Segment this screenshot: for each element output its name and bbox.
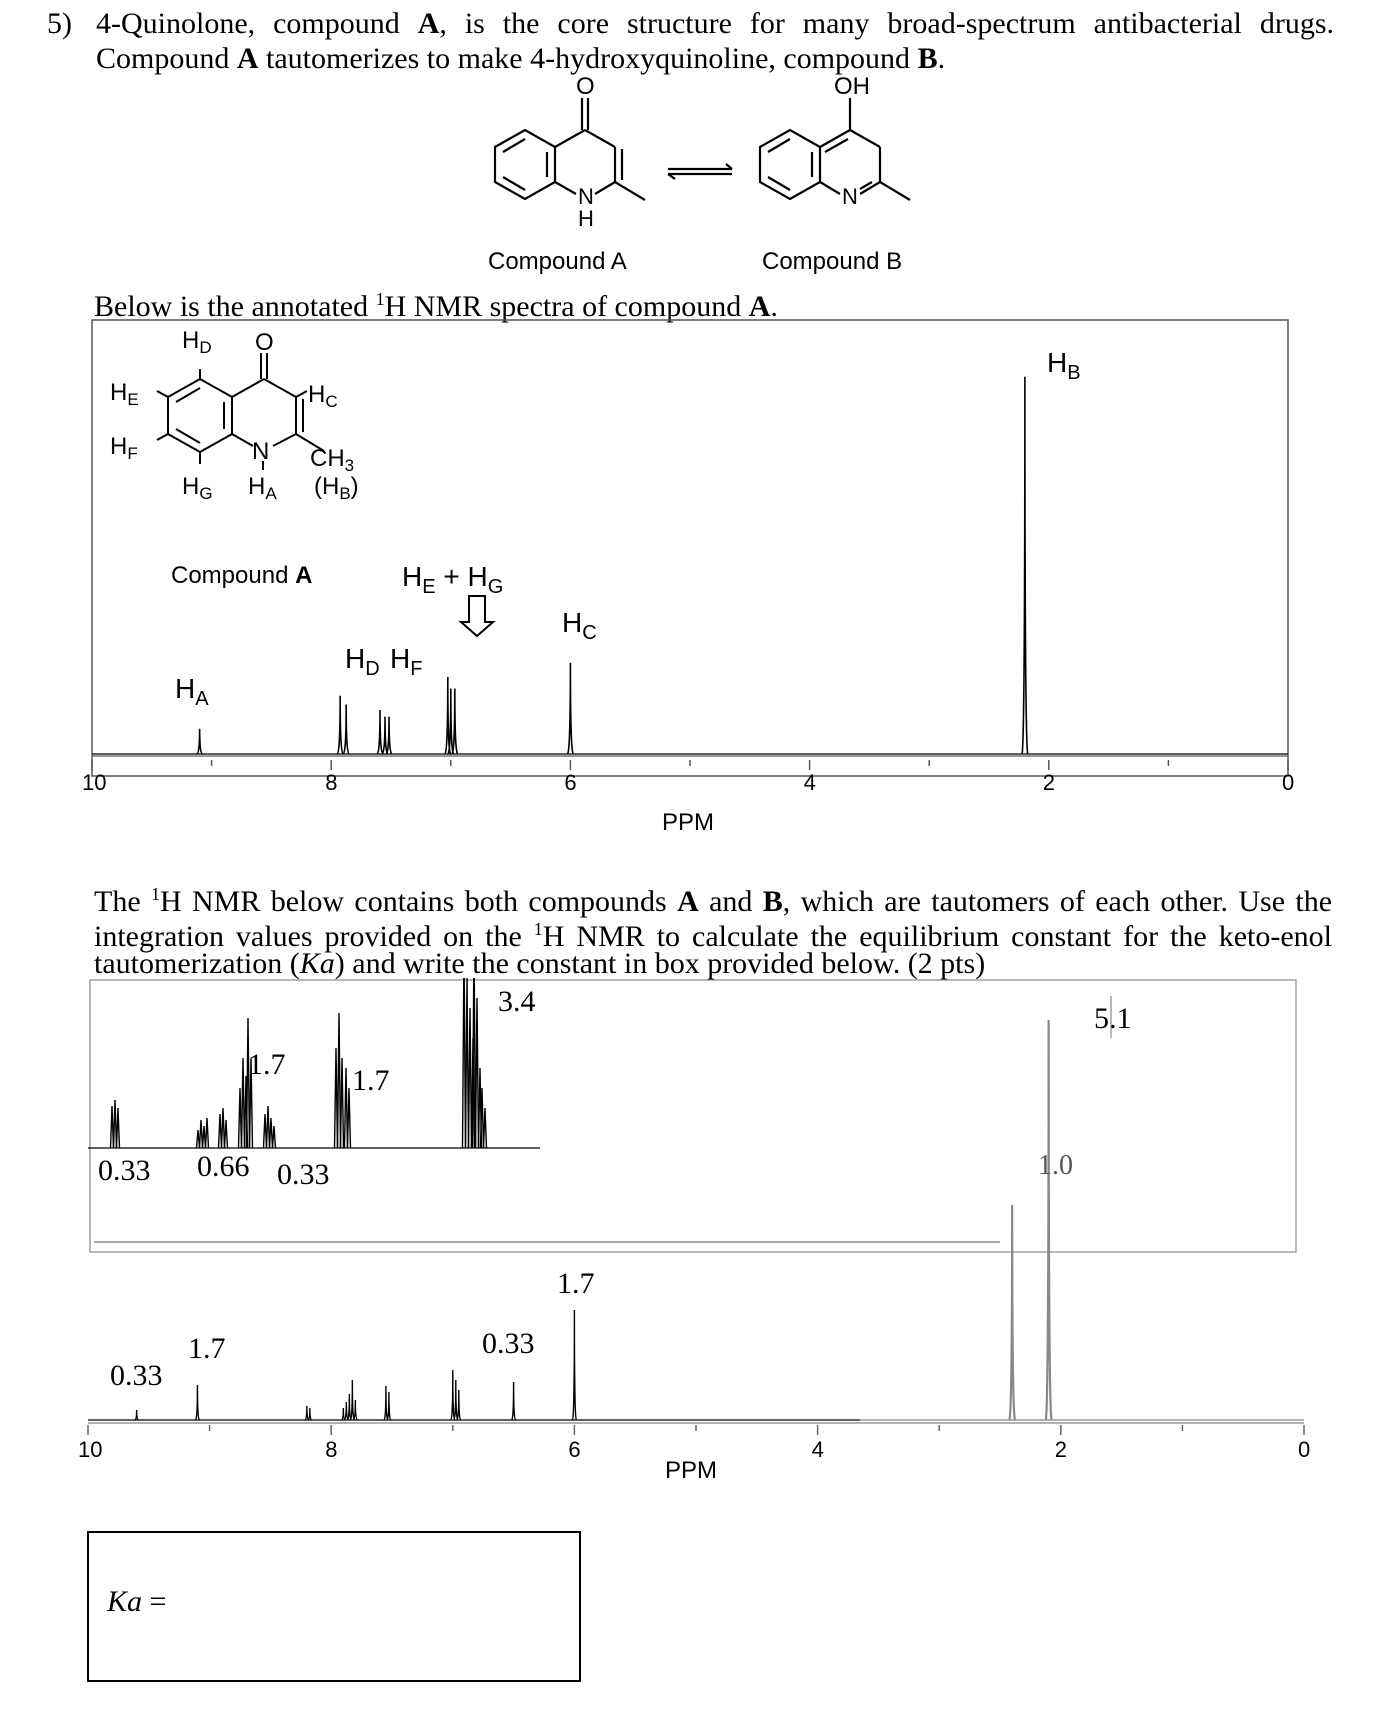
spectrum-2-lower-peak: [512, 1382, 516, 1420]
svg-text:HD: $H_D$: [345, 643, 380, 680]
spectrum-2-lower-peak: [347, 1394, 351, 1420]
spectrum-2-upper-peak: [273, 1126, 276, 1148]
spectrum-2-lower-peak: [308, 1408, 312, 1420]
svg-text:HC: $H_C$: [562, 607, 597, 644]
spectrum-2-upper-peak: [484, 1108, 487, 1148]
spectrum-2-upper-peak: [117, 1108, 120, 1148]
spectrum-2-lower-peak: [344, 1402, 348, 1420]
spectrum-2-upper-peak: [348, 1088, 351, 1148]
svg-text:N: N: [578, 184, 594, 209]
question-line-1: 4-Quinolone, compound A, is the core structure for many broad-spectrum antibacterial drugs.: [96, 7, 1334, 40]
spectrum-2-upper-peak: [469, 1008, 472, 1148]
svg-text:HA: $H_A$: [175, 673, 209, 710]
spectrum-2-upper-peak: [247, 1018, 250, 1148]
svg-text:O: O: [576, 76, 595, 100]
svg-text:1.7: 1.7: [188, 1332, 226, 1365]
spectrum-1-tick-label: 0: [1282, 770, 1295, 795]
spectrum-2-lower-peak: [135, 1410, 139, 1420]
svg-text:OH: OH: [834, 76, 870, 100]
svg-text:HE + HG: $H_E + H_G$: [402, 561, 504, 598]
svg-text:1.0: 1.0: [1038, 1150, 1073, 1181]
svg-text:3.4: 3.4: [498, 985, 536, 1018]
compound-b-label: Compound B: [762, 248, 903, 275]
svg-text:0.66: 0.66: [197, 1150, 250, 1183]
svg-text:H: H: [578, 206, 594, 231]
svg-text:N: N: [842, 184, 858, 209]
spectrum-2-upper-peak: [341, 1058, 344, 1148]
spectrum-1-peak: [452, 689, 458, 754]
svg-text:HB: $H_B$: [1047, 347, 1081, 384]
spectrum-2-lower-peak: [305, 1406, 309, 1420]
spectrum-2-peak-keto-ch3: [1046, 1020, 1052, 1420]
svg-text:PPM: PPM: [665, 1457, 718, 1478]
svg-text:HG: $H_G$: [182, 473, 213, 503]
spectrum-2-upper-peak: [466, 978, 469, 1148]
svg-text:1.7: 1.7: [352, 1064, 390, 1097]
svg-text:Compound A: Compound A: [171, 562, 313, 589]
spectrum-2-lower-peak: [387, 1392, 391, 1420]
svg-text:(HB): $(H_B)$: [314, 473, 359, 503]
svg-text:HF: $H_F$: [110, 433, 138, 463]
svg-text:0.33: 0.33: [110, 1359, 163, 1392]
spectrum-1-peak: [197, 729, 203, 754]
spectrum-2-tick-label: 4: [811, 1437, 824, 1462]
svg-text:O: O: [255, 329, 274, 356]
spectrum-2-lower-peak: [353, 1400, 357, 1420]
spectrum-2-upper-peak: [206, 1118, 209, 1148]
spectrum-2-lower-peak: [384, 1386, 388, 1420]
svg-text:0.33: 0.33: [482, 1327, 535, 1360]
spectrum-1-peak: [343, 704, 349, 754]
spectrum-2-lower-peak: [454, 1380, 458, 1420]
spectrum-2-upper-peak: [114, 1100, 117, 1148]
spectrum-2-lower-peak: [350, 1380, 354, 1420]
svg-text:CH3: $CH_3$: [310, 445, 355, 475]
svg-text:1.7: 1.7: [248, 1048, 286, 1081]
spectrum-1-peak: [382, 717, 388, 754]
spectrum-2-lower-peak: [457, 1390, 461, 1420]
spectrum-1-peak: [337, 696, 343, 754]
spectrum-2-tick-label: 2: [1054, 1437, 1068, 1462]
spectrum-2-tick-label: 8: [325, 1437, 338, 1462]
compound-a-label: Compound A: [488, 248, 627, 275]
svg-text:1.7: 1.7: [557, 1267, 595, 1300]
question-line-2: Compound A tautomerizes to make 4-hydroxyquinoline, compound B.: [96, 42, 946, 75]
svg-text:HA: $H_A$: [248, 473, 277, 503]
tautomer-scheme: [470, 76, 960, 276]
spectrum-1-tick-label: 6: [564, 770, 577, 795]
intro-text-2-line-2: integration values provided on the $^1$H NMR to calculate the equilibrium constant for the keto-enol: [94, 919, 1332, 953]
svg-text:HC: $H_C$: [308, 381, 338, 411]
svg-text:HE: $H_E$: [110, 379, 139, 409]
svg-text:PPM: PPM: [662, 809, 715, 836]
spectrum-2-upper-peak: [345, 1068, 348, 1148]
spectrum-2-upper-peak: [222, 1108, 225, 1148]
svg-text:HF: $H_F$: [390, 643, 423, 680]
spectrum-2-lower-peak: [341, 1408, 345, 1420]
spectrum-2-lower-peak: [195, 1385, 199, 1420]
spectrum-2-upper-peak: [476, 998, 479, 1148]
nmr-spectrum-ab: [70, 978, 1320, 1478]
spectrum-2-upper-peak: [270, 1118, 273, 1148]
svg-text:HD: $H_D$: [182, 327, 212, 357]
intro-text-2-line-3: tautomerization (Ka) and write the constant in box provided below. (2 pts): [94, 947, 986, 980]
spectrum-1-peak: [567, 663, 573, 754]
spectrum-2-upper-peak: [267, 1106, 270, 1148]
spectrum-2-tick-label: 6: [568, 1437, 581, 1462]
spectrum-1-tick-label: 8: [325, 770, 338, 795]
spectrum-2-upper-peak: [225, 1120, 228, 1148]
spectrum-1-peak: [1022, 377, 1028, 754]
spectrum-1-peak: [386, 717, 392, 754]
spectrum-2-upper-peak: [242, 1058, 245, 1148]
intro-text-1: Below is the annotated $^1$H NMR spectra of compound A.: [94, 289, 778, 323]
spectrum-1-tick-label: 4: [803, 770, 816, 795]
ka-label: Ka =: [107, 1585, 167, 1618]
intro-text-2-line-1: The $^1$H NMR below contains both compounds A and B, which are tautomers of each other. Use the: [94, 884, 1333, 918]
spectrum-2-upper-peak: [338, 1013, 341, 1148]
spectrum-2-upper-peak: [200, 1120, 203, 1148]
spectrum-2-lower-peak: [572, 1310, 576, 1420]
nmr-spectrum-a: [70, 318, 1310, 838]
spectrum-2-lower-peak: [451, 1370, 455, 1420]
question-number: 5): [47, 7, 72, 40]
svg-text:5.1: 5.1: [1094, 1002, 1132, 1035]
ka-answer-box[interactable]: [87, 1531, 581, 1682]
spectrum-1-tick-label: 2: [1042, 770, 1056, 795]
spectrum-2-tick-label: 10: [78, 1437, 103, 1462]
spectrum-1-peak: [377, 710, 383, 754]
spectrum-2-peak-enol-ch3: [1009, 1205, 1015, 1420]
spectrum-2-tick-label: 0: [1298, 1437, 1311, 1462]
svg-text:0.33: 0.33: [98, 1154, 151, 1187]
svg-text:0.33: 0.33: [277, 1158, 330, 1191]
svg-text:N: N: [252, 438, 270, 465]
spectrum-1-tick-label: 10: [82, 770, 107, 795]
